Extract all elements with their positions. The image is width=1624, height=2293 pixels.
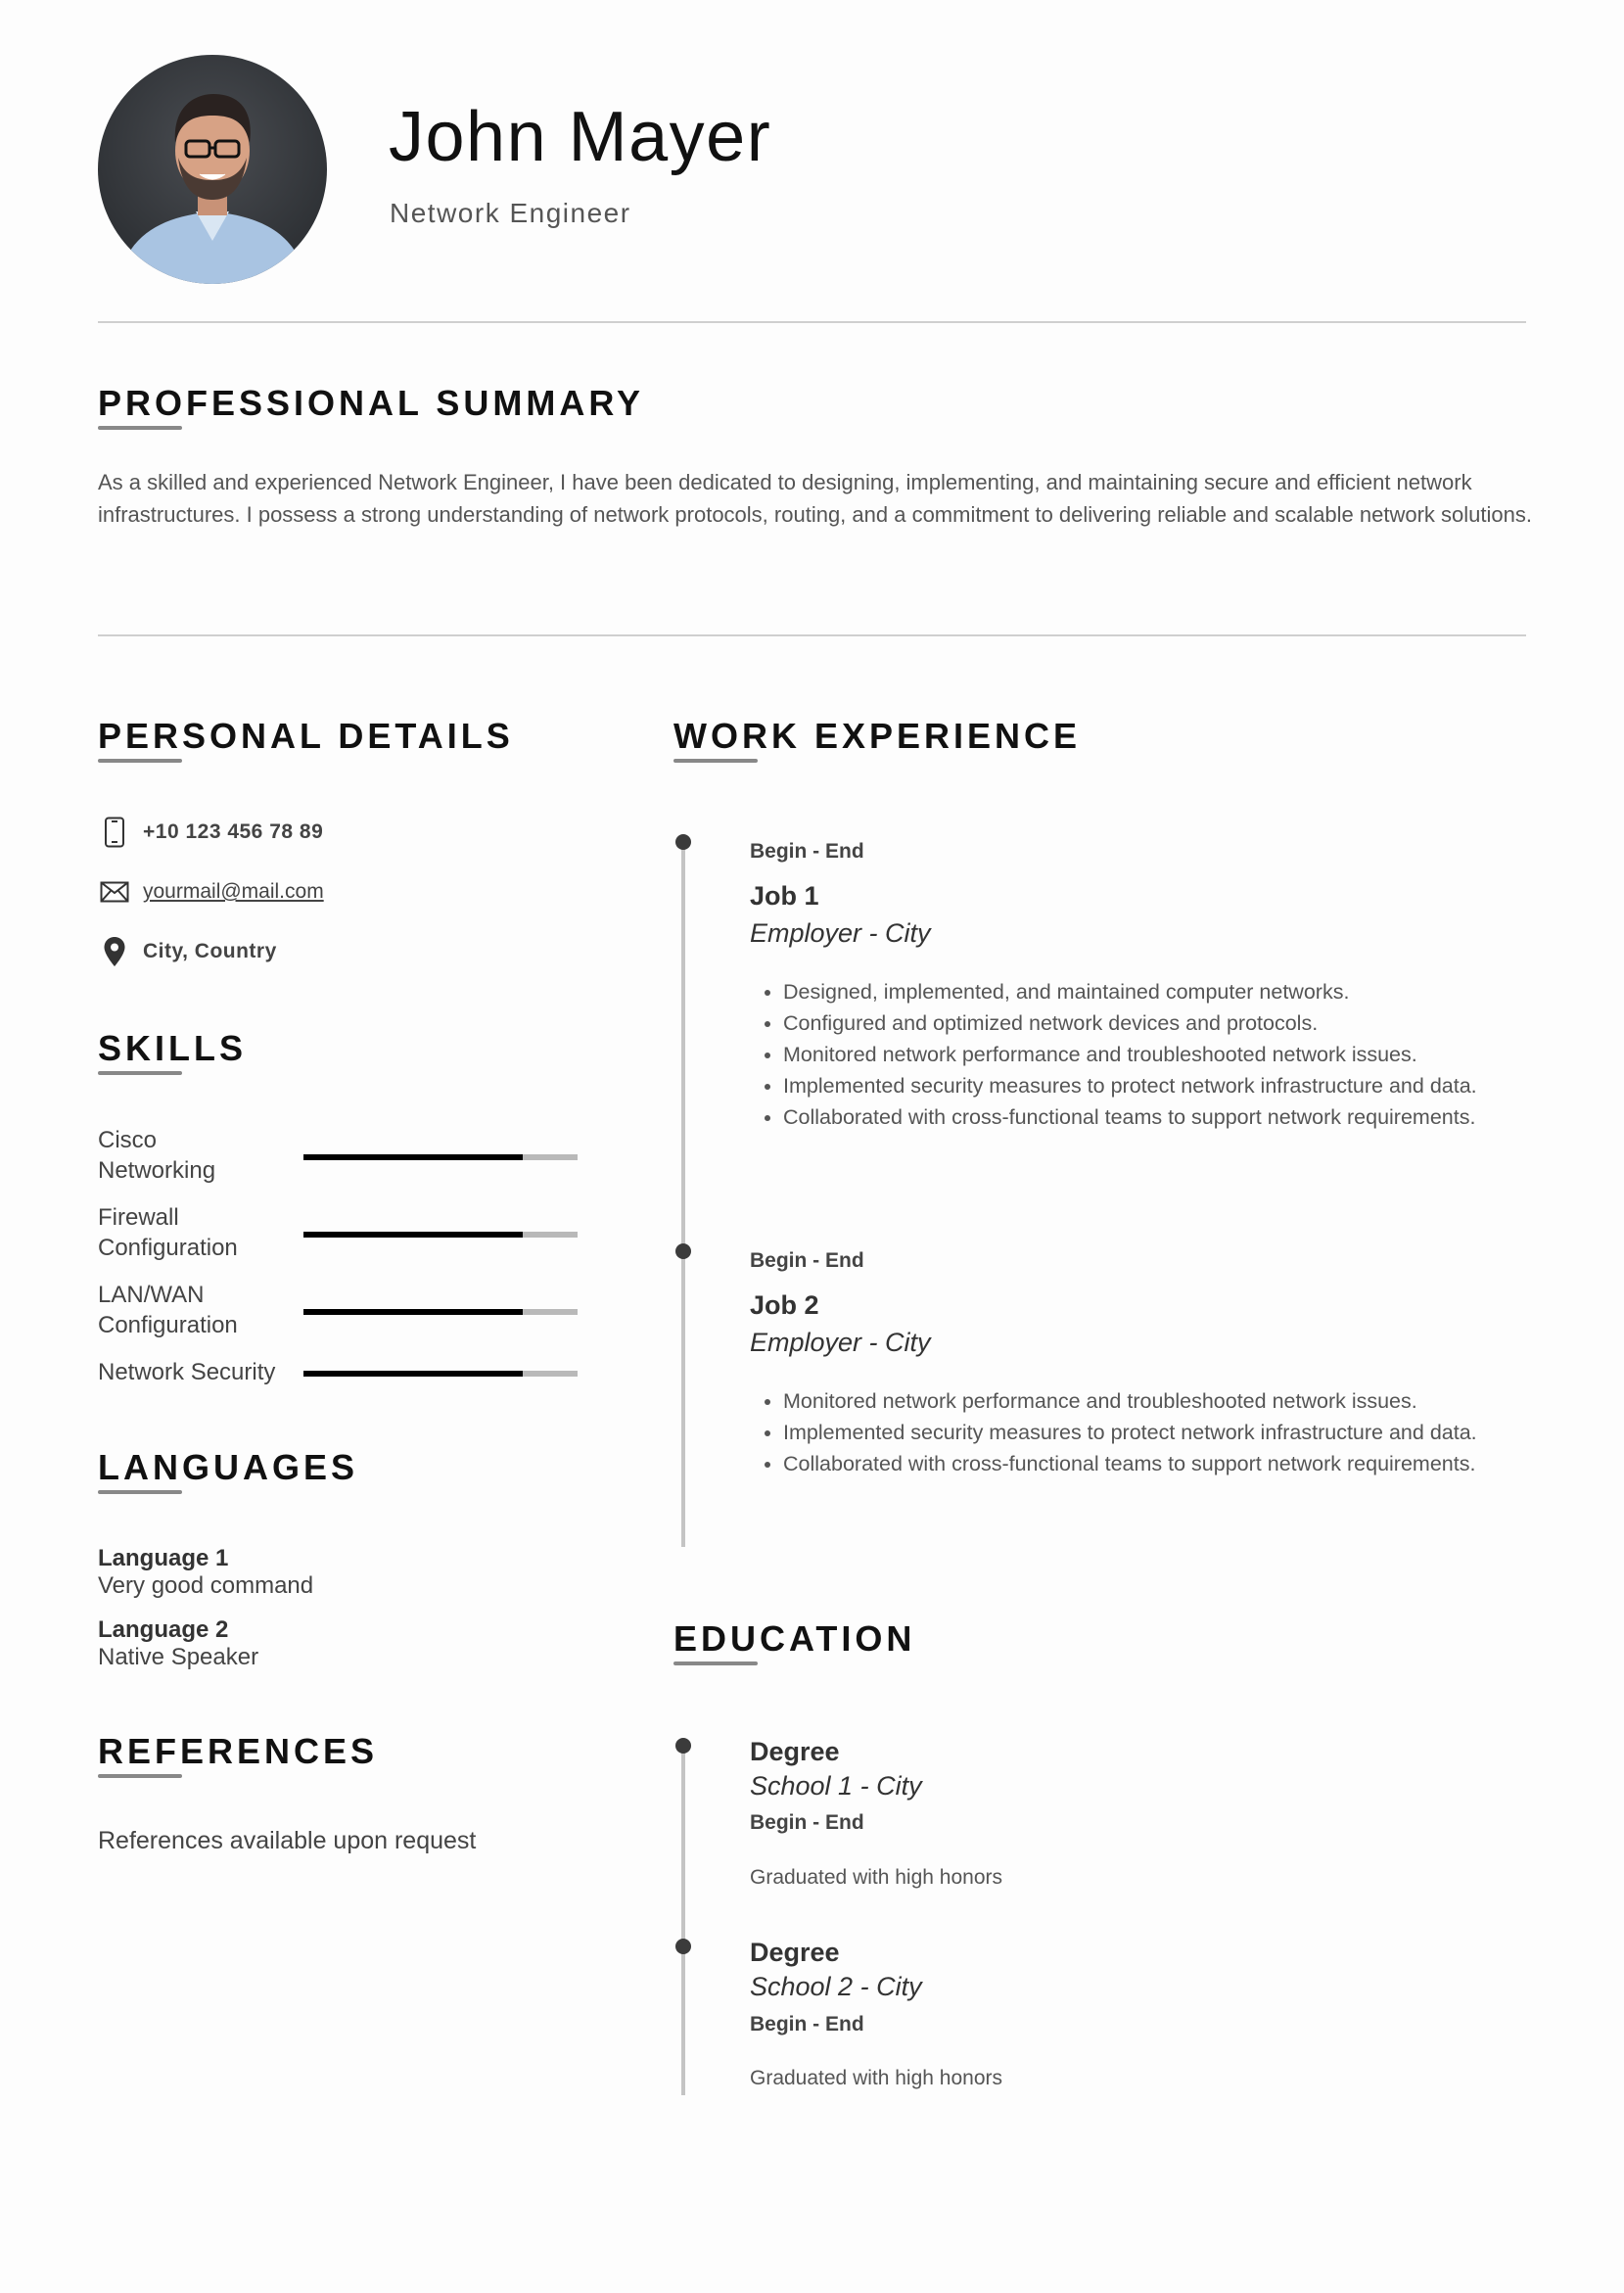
- list-item: • Collaborated with cross-functional teams to support network requirements.: [783, 1448, 1478, 1479]
- job-employer: Employer - City: [750, 1328, 931, 1357]
- heading-underline: [98, 426, 182, 430]
- timeline-dot: [675, 1738, 691, 1754]
- list-item: • Monitored network performance and troubleshooted network issues.: [783, 1385, 1478, 1417]
- skill-level-fill: [303, 1154, 523, 1160]
- skill-level-fill: [303, 1309, 523, 1315]
- degree: Degree: [750, 1938, 840, 1967]
- heading-underline: [673, 1661, 758, 1665]
- summary-text: As a skilled and experienced Network Engineer, I have been dedicated to designing, implementing, and maintaining secure and efficient network infrastructures. I possess a strong understanding of network protocols, routing, and a commitment to delivering reliable and scalable network solutions.: [98, 470, 1532, 527]
- phone-row: [98, 816, 323, 849]
- language-name: Language 2: [98, 1616, 229, 1643]
- phone-icon: [98, 816, 131, 849]
- person-portrait-icon: [98, 55, 327, 284]
- languages-heading: LANGUAGES: [98, 1447, 359, 1487]
- education-timeline: [681, 1753, 685, 2095]
- timeline-dot: [675, 1243, 691, 1259]
- list-item: • Collaborated with cross-functional teams to support network requirements.: [783, 1101, 1478, 1133]
- skill-name: LAN/WAN Configuration: [98, 1282, 238, 1338]
- timeline-dot: [675, 1939, 691, 1954]
- skill-name: Network Security: [98, 1359, 276, 1385]
- work-timeline: [681, 844, 685, 1547]
- heading-underline: [98, 759, 182, 763]
- skill-name: Firewall Configuration: [98, 1204, 238, 1261]
- school: School 2 - City: [750, 1972, 922, 2001]
- education-note: Graduated with high honors: [750, 2067, 1002, 2089]
- list-item: • Designed, implemented, and maintained computer networks.: [783, 976, 1478, 1007]
- timeline-dot: [675, 834, 691, 850]
- degree: Degree: [750, 1737, 840, 1766]
- language-name: Language 1: [98, 1545, 229, 1571]
- list-item: • Implemented security measures to protect network infrastructure and data.: [783, 1417, 1478, 1448]
- list-item: • Configured and optimized network devices and protocols.: [783, 1007, 1478, 1039]
- school: School 1 - City: [750, 1771, 922, 1801]
- job-bullets: [750, 1385, 1478, 1479]
- education-heading: EDUCATION: [673, 1618, 916, 1659]
- education-note: Graduated with high honors: [750, 1866, 1002, 1889]
- references-text: References available upon request: [98, 1827, 477, 1854]
- divider: [98, 634, 1526, 636]
- skill-level-bar: [303, 1232, 578, 1238]
- divider: [98, 321, 1526, 323]
- location-row: [98, 935, 277, 968]
- location-text: City, Country: [143, 940, 277, 962]
- job-title: Job 2: [750, 1290, 819, 1320]
- envelope-icon: [98, 875, 131, 909]
- language-level: Very good command: [98, 1572, 314, 1599]
- skill-name: Cisco Networking: [98, 1127, 216, 1184]
- list-item: • Monitored network performance and troubleshooted network issues.: [783, 1039, 1478, 1070]
- heading-underline: [98, 1774, 182, 1778]
- job-employer: Employer - City: [750, 918, 931, 948]
- skill-level-bar: [303, 1371, 578, 1377]
- skill-level-fill: [303, 1232, 523, 1238]
- candidate-name: John Mayer: [389, 98, 772, 176]
- skills-heading: SKILLS: [98, 1028, 248, 1068]
- personal-details-heading: PERSONAL DETAILS: [98, 716, 514, 756]
- job-dates: Begin - End: [750, 840, 864, 863]
- job-bullets: [750, 976, 1478, 1133]
- candidate-title: Network Engineer: [390, 198, 631, 228]
- heading-underline: [98, 1490, 182, 1494]
- skill-level-bar: [303, 1154, 578, 1160]
- education-dates: Begin - End: [750, 1811, 864, 1834]
- references-heading: REFERENCES: [98, 1731, 379, 1771]
- map-pin-icon: [98, 935, 131, 968]
- work-experience-heading: WORK EXPERIENCE: [673, 716, 1082, 756]
- list-item: • Implemented security measures to protect network infrastructure and data.: [783, 1070, 1478, 1101]
- education-dates: Begin - End: [750, 2013, 864, 2036]
- email-link[interactable]: yourmail@mail.com: [143, 880, 324, 903]
- skill-level-fill: [303, 1371, 523, 1377]
- job-dates: Begin - End: [750, 1249, 864, 1272]
- job-title: Job 1: [750, 881, 819, 911]
- skill-level-bar: [303, 1309, 578, 1315]
- heading-underline: [98, 1071, 182, 1075]
- profile-photo: [98, 55, 327, 284]
- email-row[interactable]: [98, 875, 324, 909]
- summary-heading: PROFESSIONAL SUMMARY: [98, 383, 645, 423]
- phone-number: +10 123 456 78 89: [143, 820, 324, 843]
- language-level: Native Speaker: [98, 1644, 259, 1670]
- heading-underline: [673, 759, 758, 763]
